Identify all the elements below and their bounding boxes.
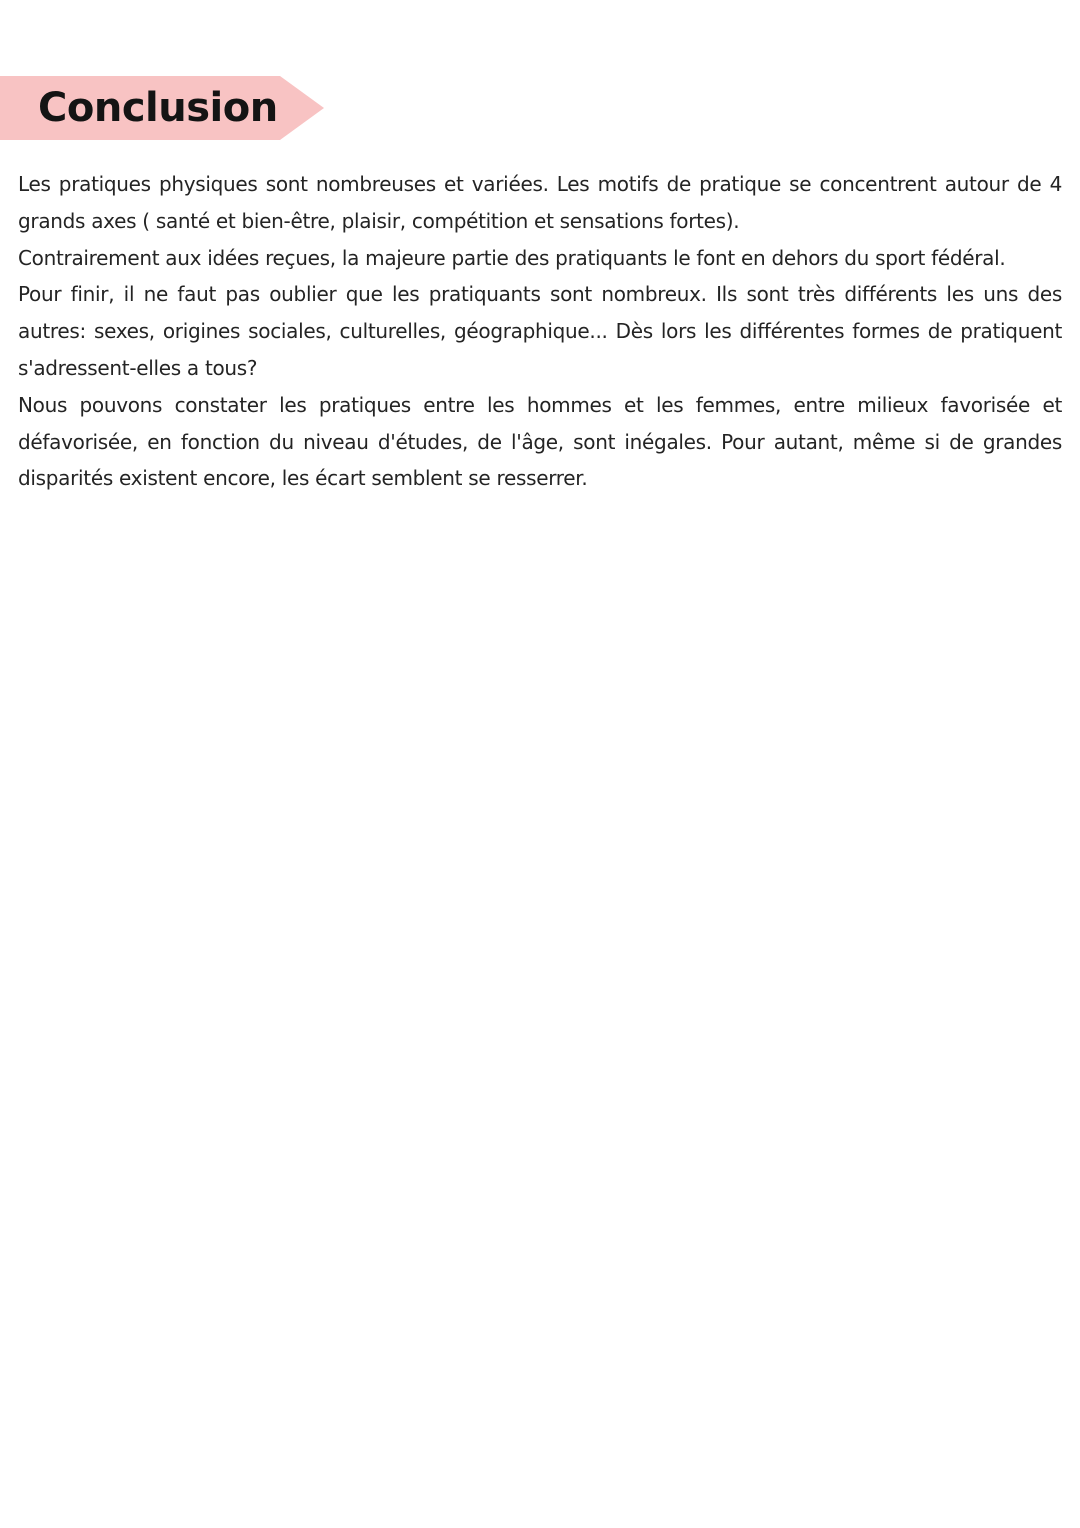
conclusion-body bbox=[18, 166, 1062, 497]
section-banner bbox=[0, 76, 324, 140]
section-title: Conclusion bbox=[38, 85, 278, 131]
paragraph-4: Nous pouvons constater les pratiques entre les hommes et les femmes, entre milieux favorisée et défavorisée, en fonction du niveau d'études, de l'âge, sont inégales. Pour autant, même si de grandes disparités existent encore, les écart semblent se resserrer. bbox=[18, 392, 1062, 491]
paragraph-2: Contrairement aux idées reçues, la majeure partie des pratiquants le font en dehors du sport fédéral. bbox=[18, 245, 1006, 270]
paragraph-1: Les pratiques physiques sont nombreuses et variées. Les motifs de pratique se concentrent autour de 4 grands axes ( santé et bien-être, plaisir, compétition et sensations fortes). bbox=[18, 172, 1062, 233]
paragraph-3: Pour finir, il ne faut pas oublier que les pratiquants sont nombreux. Ils sont très différents les uns des autres: sexes, origines sociales, culturelles, géographique... Dès lors les différentes formes de pratiquent s'adressent-elles a tous? bbox=[18, 282, 1062, 380]
